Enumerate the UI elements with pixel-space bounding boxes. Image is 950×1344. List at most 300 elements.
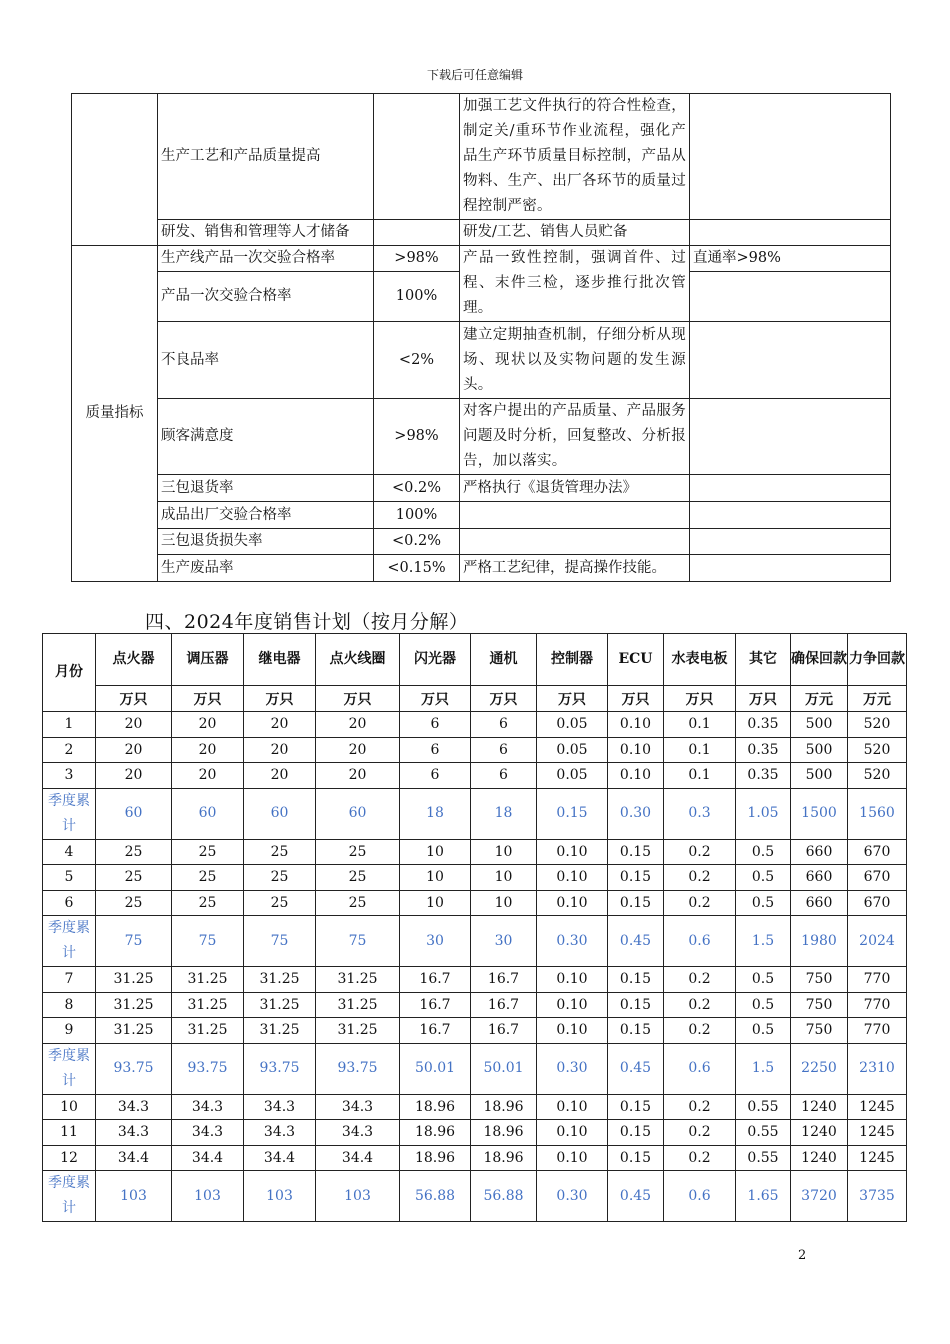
value-cell: 20: [244, 763, 316, 789]
value-cell: 25: [316, 839, 400, 865]
value-cell: 1500: [791, 788, 848, 839]
value-cell: 10: [400, 890, 471, 916]
column-header: 继电器: [244, 634, 316, 686]
column-header: 调压器: [172, 634, 244, 686]
month-row: [43, 763, 907, 789]
unit-header: 万只: [664, 686, 736, 712]
value-cell: 34.4: [172, 1145, 244, 1171]
value-cell: 25: [96, 865, 172, 891]
value-cell: 0.10: [537, 992, 608, 1018]
unit-header: 万只: [244, 686, 316, 712]
item-cell: 生产废品率: [158, 555, 374, 582]
value-cell: 0.10: [608, 712, 664, 738]
value-cell: 25: [244, 839, 316, 865]
value-cell: 31.25: [172, 992, 244, 1018]
item-cell: 三包退货损失率: [158, 529, 374, 555]
column-header: 确保回款: [791, 634, 848, 686]
value-cell: 20: [172, 712, 244, 738]
column-header: 控制器: [537, 634, 608, 686]
value-cell: 20: [244, 712, 316, 738]
value-cell: 10: [471, 865, 537, 891]
quality-goals-table: [71, 93, 891, 582]
target-cell: <2%: [374, 322, 460, 399]
note-cell: [690, 272, 891, 322]
value-cell: 31.25: [96, 1018, 172, 1044]
value-cell: 31.25: [244, 1018, 316, 1044]
value-cell: 75: [244, 916, 316, 967]
measure-cell: 产品一致性控制，强调首件、过程、末件三检，逐步推行批次管理。: [460, 246, 690, 322]
value-cell: 31.25: [316, 967, 400, 993]
value-cell: 0.10: [537, 1018, 608, 1044]
value-cell: 16.7: [400, 967, 471, 993]
value-cell: 34.4: [316, 1145, 400, 1171]
target-cell: [374, 220, 460, 246]
table-row: [72, 502, 891, 529]
value-cell: 0.5: [736, 865, 791, 891]
value-cell: 31.25: [316, 992, 400, 1018]
value-cell: 20: [316, 763, 400, 789]
value-cell: 20: [96, 712, 172, 738]
value-cell: 25: [96, 890, 172, 916]
month-row: [43, 1094, 907, 1120]
value-cell: 18: [471, 788, 537, 839]
month-row: [43, 992, 907, 1018]
value-cell: 0.45: [608, 916, 664, 967]
value-cell: 1560: [848, 788, 907, 839]
unit-header: 万只: [537, 686, 608, 712]
column-header: 其它: [736, 634, 791, 686]
column-header: 通机: [471, 634, 537, 686]
value-cell: 75: [96, 916, 172, 967]
value-cell: 50.01: [400, 1043, 471, 1094]
value-cell: 20: [244, 737, 316, 763]
value-cell: 0.2: [664, 839, 736, 865]
value-cell: 1.05: [736, 788, 791, 839]
unit-header: 万只: [736, 686, 791, 712]
value-cell: 660: [791, 865, 848, 891]
value-cell: 0.15: [608, 992, 664, 1018]
value-cell: 20: [172, 763, 244, 789]
value-cell: 34.4: [244, 1145, 316, 1171]
value-cell: 34.3: [96, 1094, 172, 1120]
value-cell: 103: [96, 1171, 172, 1222]
month-row: [43, 865, 907, 891]
month-row: [43, 890, 907, 916]
quarter-total-row: [43, 1043, 907, 1094]
value-cell: 25: [244, 890, 316, 916]
value-cell: 520: [848, 737, 907, 763]
row-label: 2: [43, 737, 96, 763]
value-cell: 6: [471, 712, 537, 738]
item-cell: 成品出厂交验合格率: [158, 502, 374, 529]
value-cell: 34.3: [244, 1094, 316, 1120]
quarter-total-row: [43, 916, 907, 967]
value-cell: 16.7: [471, 967, 537, 993]
value-cell: 0.05: [537, 763, 608, 789]
value-cell: 60: [244, 788, 316, 839]
value-cell: 1245: [848, 1120, 907, 1146]
value-cell: 31.25: [244, 967, 316, 993]
value-cell: 0.5: [736, 890, 791, 916]
value-cell: 16.7: [400, 1018, 471, 1044]
measure-cell: 研发/工艺、销售人员贮备: [460, 220, 690, 246]
value-cell: 0.55: [736, 1145, 791, 1171]
value-cell: 25: [172, 839, 244, 865]
value-cell: 93.75: [316, 1043, 400, 1094]
value-cell: 670: [848, 890, 907, 916]
measure-cell: 对客户提出的产品质量、产品服务问题及时分析，回复整改、分析报告，加以落实。: [460, 399, 690, 475]
value-cell: 10: [471, 839, 537, 865]
value-cell: 50.01: [471, 1043, 537, 1094]
value-cell: 25: [172, 865, 244, 891]
value-cell: 750: [791, 992, 848, 1018]
row-label: 1: [43, 712, 96, 738]
row-label: 季度累计: [43, 916, 96, 967]
value-cell: 31.25: [172, 967, 244, 993]
note-cell: [690, 322, 891, 399]
note-cell: 直通率>98%: [690, 246, 891, 272]
value-cell: 0.2: [664, 967, 736, 993]
value-cell: 750: [791, 967, 848, 993]
value-cell: 20: [316, 737, 400, 763]
value-cell: 34.3: [244, 1120, 316, 1146]
value-cell: 0.55: [736, 1120, 791, 1146]
value-cell: 18.96: [471, 1120, 537, 1146]
column-header: 点火器: [96, 634, 172, 686]
value-cell: 0.10: [537, 1120, 608, 1146]
item-cell: 产品一次交验合格率: [158, 272, 374, 322]
value-cell: 0.5: [736, 1018, 791, 1044]
row-label: 季度累计: [43, 788, 96, 839]
value-cell: 75: [316, 916, 400, 967]
value-cell: 6: [400, 763, 471, 789]
value-cell: 1245: [848, 1145, 907, 1171]
target-cell: <0.2%: [374, 475, 460, 502]
value-cell: 34.3: [96, 1120, 172, 1146]
value-cell: 0.6: [664, 1043, 736, 1094]
row-label: 3: [43, 763, 96, 789]
column-header: 力争回款: [848, 634, 907, 686]
value-cell: 16.7: [471, 1018, 537, 1044]
row-label: 4: [43, 839, 96, 865]
value-cell: 0.1: [664, 712, 736, 738]
item-cell: 不良品率: [158, 322, 374, 399]
value-cell: 0.5: [736, 839, 791, 865]
value-cell: 18.96: [471, 1145, 537, 1171]
value-cell: 18: [400, 788, 471, 839]
value-cell: 18.96: [400, 1120, 471, 1146]
value-cell: 0.05: [537, 712, 608, 738]
measure-cell: 建立定期抽查机制，仔细分析从现场、现状以及实物问题的发生源头。: [460, 322, 690, 399]
target-cell: <0.15%: [374, 555, 460, 582]
value-cell: 0.2: [664, 1018, 736, 1044]
value-cell: 10: [471, 890, 537, 916]
value-cell: 770: [848, 967, 907, 993]
value-cell: 0.15: [608, 1145, 664, 1171]
value-cell: 0.10: [537, 967, 608, 993]
value-cell: 0.3: [664, 788, 736, 839]
value-cell: 670: [848, 839, 907, 865]
column-header: 水表电板: [664, 634, 736, 686]
value-cell: 60: [316, 788, 400, 839]
value-cell: 20: [96, 763, 172, 789]
value-cell: 0.6: [664, 916, 736, 967]
value-cell: 1.65: [736, 1171, 791, 1222]
row-label: 季度累计: [43, 1171, 96, 1222]
table-row: [72, 529, 891, 555]
value-cell: 34.3: [172, 1094, 244, 1120]
value-cell: 3735: [848, 1171, 907, 1222]
month-row: [43, 737, 907, 763]
value-cell: 0.15: [608, 1094, 664, 1120]
value-cell: 1240: [791, 1120, 848, 1146]
row-label: 7: [43, 967, 96, 993]
value-cell: 0.15: [608, 890, 664, 916]
note-cell: [690, 475, 891, 502]
item-cell: 三包退货率: [158, 475, 374, 502]
unit-header: 万只: [96, 686, 172, 712]
item-cell: 顾客满意度: [158, 399, 374, 475]
value-cell: 25: [172, 890, 244, 916]
row-label: 8: [43, 992, 96, 1018]
month-row: [43, 967, 907, 993]
value-cell: 0.2: [664, 1145, 736, 1171]
row-label: 季度累计: [43, 1043, 96, 1094]
table-row: [72, 94, 891, 220]
note-cell: [690, 399, 891, 475]
unit-header: 万只: [172, 686, 244, 712]
value-cell: 10: [400, 865, 471, 891]
table-row: [72, 322, 891, 399]
value-cell: 34.4: [96, 1145, 172, 1171]
value-cell: 34.3: [172, 1120, 244, 1146]
value-cell: 0.10: [537, 839, 608, 865]
value-cell: 30: [471, 916, 537, 967]
value-cell: 0.15: [537, 788, 608, 839]
value-cell: 660: [791, 890, 848, 916]
item-cell: 研发、销售和管理等人才储备: [158, 220, 374, 246]
measure-cell: 严格执行《退货管理办法》: [460, 475, 690, 502]
value-cell: 0.2: [664, 865, 736, 891]
value-cell: 0.30: [537, 1043, 608, 1094]
note-cell: [690, 502, 891, 529]
month-row: [43, 712, 907, 738]
value-cell: 34.3: [316, 1120, 400, 1146]
value-cell: 500: [791, 763, 848, 789]
quarter-total-row: [43, 788, 907, 839]
value-cell: 103: [316, 1171, 400, 1222]
value-cell: 25: [316, 865, 400, 891]
value-cell: 56.88: [471, 1171, 537, 1222]
value-cell: 18.96: [400, 1094, 471, 1120]
category-cell: [72, 94, 158, 246]
header-row: [43, 634, 907, 686]
measure-cell: [460, 529, 690, 555]
value-cell: 0.15: [608, 839, 664, 865]
value-cell: 0.2: [664, 1120, 736, 1146]
note-cell: [690, 94, 891, 220]
row-label: 5: [43, 865, 96, 891]
value-cell: 18.96: [400, 1145, 471, 1171]
value-cell: 0.2: [664, 992, 736, 1018]
value-cell: 0.15: [608, 967, 664, 993]
row-label: 11: [43, 1120, 96, 1146]
value-cell: 0.5: [736, 992, 791, 1018]
value-cell: 25: [244, 865, 316, 891]
value-cell: 670: [848, 865, 907, 891]
table-row: [72, 399, 891, 475]
value-cell: 20: [96, 737, 172, 763]
target-cell: <0.2%: [374, 529, 460, 555]
note-cell: [690, 555, 891, 582]
value-cell: 31.25: [316, 1018, 400, 1044]
value-cell: 25: [316, 890, 400, 916]
value-cell: 0.5: [736, 967, 791, 993]
target-cell: >98%: [374, 246, 460, 272]
unit-header: 万只: [471, 686, 537, 712]
value-cell: 3720: [791, 1171, 848, 1222]
section-title: 四、2024年度销售计划（按月分解）: [145, 611, 469, 633]
value-cell: 0.6: [664, 1171, 736, 1222]
value-cell: 0.1: [664, 737, 736, 763]
value-cell: 2310: [848, 1043, 907, 1094]
value-cell: 103: [172, 1171, 244, 1222]
value-cell: 770: [848, 1018, 907, 1044]
value-cell: 103: [244, 1171, 316, 1222]
value-cell: 0.1: [664, 763, 736, 789]
measure-cell: 加强工艺文件执行的符合性检查，制定关/重环节作业流程，强化产品生产环节质量目标控制，产品从物料、生产、出厂各环节的质量过程控制严密。: [460, 94, 690, 220]
sales-plan-table: [42, 633, 907, 1222]
row-label: 10: [43, 1094, 96, 1120]
unit-header: 万元: [791, 686, 848, 712]
quarter-total-row: [43, 1171, 907, 1222]
unit-header: 万只: [608, 686, 664, 712]
value-cell: 25: [96, 839, 172, 865]
value-cell: 2250: [791, 1043, 848, 1094]
value-cell: 93.75: [96, 1043, 172, 1094]
value-cell: 31.25: [244, 992, 316, 1018]
value-cell: 56.88: [400, 1171, 471, 1222]
column-header: ECU: [608, 634, 664, 686]
table-row: [72, 220, 891, 246]
value-cell: 0.30: [537, 916, 608, 967]
note-cell: [690, 220, 891, 246]
value-cell: 31.25: [96, 992, 172, 1018]
value-cell: 0.10: [537, 865, 608, 891]
value-cell: 93.75: [172, 1043, 244, 1094]
value-cell: 520: [848, 712, 907, 738]
value-cell: 2024: [848, 916, 907, 967]
item-cell: 生产工艺和产品质量提高: [158, 94, 374, 220]
row-label: 9: [43, 1018, 96, 1044]
item-cell: 生产线产品一次交验合格率: [158, 246, 374, 272]
value-cell: 16.7: [400, 992, 471, 1018]
value-cell: 6: [400, 737, 471, 763]
value-cell: 6: [471, 737, 537, 763]
value-cell: 30: [400, 916, 471, 967]
row-label: 6: [43, 890, 96, 916]
table-row: [72, 475, 891, 502]
value-cell: 0.15: [608, 1120, 664, 1146]
value-cell: 0.10: [537, 1094, 608, 1120]
unit-header: 万只: [316, 686, 400, 712]
value-cell: 0.30: [537, 1171, 608, 1222]
value-cell: 75: [172, 916, 244, 967]
value-cell: 1980: [791, 916, 848, 967]
value-cell: 500: [791, 712, 848, 738]
value-cell: 0.55: [736, 1094, 791, 1120]
column-header: 闪光器: [400, 634, 471, 686]
value-cell: 1.5: [736, 916, 791, 967]
value-cell: 0.35: [736, 712, 791, 738]
measure-cell: 严格工艺纪律，提高操作技能。: [460, 555, 690, 582]
value-cell: 10: [400, 839, 471, 865]
value-cell: 20: [172, 737, 244, 763]
value-cell: 60: [172, 788, 244, 839]
value-cell: 1240: [791, 1094, 848, 1120]
value-cell: 0.45: [608, 1043, 664, 1094]
value-cell: 1240: [791, 1145, 848, 1171]
value-cell: 18.96: [471, 1094, 537, 1120]
target-cell: 100%: [374, 502, 460, 529]
unit-row: [43, 686, 907, 712]
month-row: [43, 1120, 907, 1146]
value-cell: 6: [400, 712, 471, 738]
page-header: 下载后可任意编辑: [426, 68, 523, 82]
value-cell: 0.10: [608, 763, 664, 789]
value-cell: 20: [316, 712, 400, 738]
value-cell: 660: [791, 839, 848, 865]
value-cell: 0.35: [736, 737, 791, 763]
table-row: [72, 555, 891, 582]
row-label: 12: [43, 1145, 96, 1171]
value-cell: 0.2: [664, 1094, 736, 1120]
page-number: 2: [798, 1248, 807, 1263]
table-row: [72, 246, 891, 272]
value-cell: 16.7: [471, 992, 537, 1018]
value-cell: 0.30: [608, 788, 664, 839]
target-cell: 100%: [374, 272, 460, 322]
value-cell: 93.75: [244, 1043, 316, 1094]
value-cell: 0.10: [608, 737, 664, 763]
value-cell: 31.25: [96, 967, 172, 993]
quality-category-cell: 质量指标: [72, 246, 158, 582]
note-cell: [690, 529, 891, 555]
value-cell: 0.10: [537, 1145, 608, 1171]
value-cell: 34.3: [316, 1094, 400, 1120]
target-cell: >98%: [374, 399, 460, 475]
month-row: [43, 839, 907, 865]
value-cell: 0.15: [608, 865, 664, 891]
month-row: [43, 1018, 907, 1044]
value-cell: 0.2: [664, 890, 736, 916]
value-cell: 0.15: [608, 1018, 664, 1044]
value-cell: 60: [96, 788, 172, 839]
value-cell: 0.45: [608, 1171, 664, 1222]
unit-header: 万只: [400, 686, 471, 712]
target-cell: [374, 94, 460, 220]
value-cell: 770: [848, 992, 907, 1018]
value-cell: 1245: [848, 1094, 907, 1120]
value-cell: 520: [848, 763, 907, 789]
value-cell: 0.05: [537, 737, 608, 763]
measure-cell: [460, 502, 690, 529]
value-cell: 0.10: [537, 890, 608, 916]
value-cell: 500: [791, 737, 848, 763]
value-cell: 6: [471, 763, 537, 789]
value-cell: 1.5: [736, 1043, 791, 1094]
column-header: 点火线圈: [316, 634, 400, 686]
